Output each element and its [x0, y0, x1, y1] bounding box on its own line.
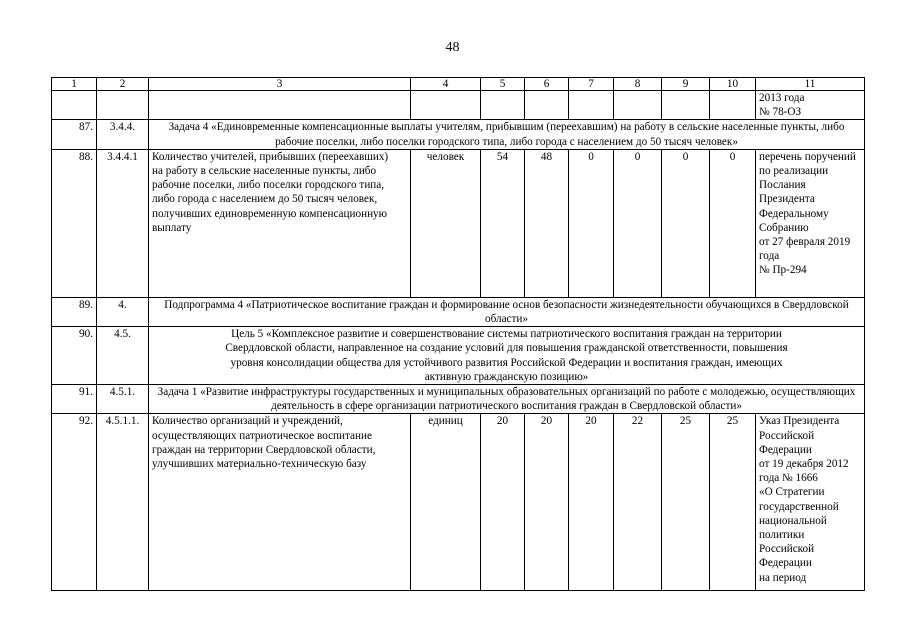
header-cell: 6 — [525, 78, 569, 91]
value-cell: 20 — [569, 414, 614, 591]
row-code: 3.4.4. — [97, 120, 149, 149]
header-cell: 11 — [756, 78, 865, 91]
row-code: 4.5.1.1. — [97, 414, 149, 591]
header-cell: 10 — [710, 78, 756, 91]
header-cell: 8 — [614, 78, 662, 91]
value-cell: 0 — [569, 149, 614, 297]
value-cell: 48 — [525, 149, 569, 297]
value-cell: 0 — [710, 149, 756, 297]
table-row — [52, 91, 865, 120]
value-cell: 25 — [662, 414, 710, 591]
row-code: 4.5. — [97, 327, 149, 385]
indicator-name: Количество учителей, прибывших (переехавших) на работу в сельские населенные пункты, либо рабочие поселки, либо поселки городского типа, либо города с населением до 50 тысяч человек, получивших единовременную компенсационную выплату — [149, 149, 411, 297]
value-cell: 20 — [481, 414, 525, 591]
subprogram-heading: Подпрограмма 4 «Патриотическое воспитание граждан и формирование основ безопасности жизнедеятельности обучающихся в Свердловской области» — [149, 297, 865, 326]
table-row — [52, 414, 865, 591]
indicators-table — [51, 77, 865, 591]
source-cell: 2013 года № 78-ОЗ — [756, 91, 865, 120]
value-cell: 0 — [614, 149, 662, 297]
row-number: 91. — [52, 385, 97, 414]
value-cell: 20 — [525, 414, 569, 591]
header-cell: 9 — [662, 78, 710, 91]
row-number: 92. — [52, 414, 97, 591]
indicator-name: Количество организаций и учреждений, осуществляющих патриотическое воспитание граждан на территории Свердловской области, улучшивших материально-техническую базу — [149, 414, 411, 591]
table-row — [52, 149, 865, 297]
value-cell: 22 — [614, 414, 662, 591]
row-number: 87. — [52, 120, 97, 149]
table-row — [52, 120, 865, 149]
source-cell: Указ Президента Российской Федерации от 19 декабря 2012 года № 1666 «О Стратегии государственной национальной политики Российской Федерации на период — [756, 414, 865, 591]
value-cell: 25 — [710, 414, 756, 591]
source-cell: перечень поручений по реализации Послания Президента Федеральному Собранию от 27 февраля 2019 года № Пр-294 — [756, 149, 865, 297]
unit-cell: единиц — [411, 414, 481, 591]
row-code: 4. — [97, 297, 149, 326]
task-heading: Задача 4 «Единовременные компенсационные выплаты учителям, прибывшим (переехавшим) на работу в сельские населенные пункты, либо рабочие поселки, либо поселки городского типа, либо города с населением до 50 тысяч человек» — [149, 120, 865, 149]
value-cell: 54 — [481, 149, 525, 297]
header-cell: 1 — [52, 78, 97, 91]
header-cell: 4 — [411, 78, 481, 91]
task-heading: Задача 1 «Развитие инфраструктуры государственных и муниципальных образовательных организаций по работе с молодежью, осуществляющих деятельность в сфере организации патриотического воспитания граждан в Свердловской области» — [149, 385, 865, 414]
goal-heading: Цель 5 «Комплексное развитие и совершенствование системы патриотического воспитания граждан на территории Свердловской области, направленное на создание условий для повышения гражданской ответственности, повышения уровня консолидации общества для устойчивого развития Российской Федерации и воспитания граждан, имеющих активную гражданскую позицию» — [149, 327, 865, 385]
header-cell: 3 — [149, 78, 411, 91]
header-cell: 5 — [481, 78, 525, 91]
page-number: 48 — [445, 40, 460, 55]
row-number: 88. — [52, 149, 97, 297]
table-row — [52, 297, 865, 326]
header-row — [52, 78, 865, 91]
table-row — [52, 385, 865, 414]
row-code: 4.5.1. — [97, 385, 149, 414]
row-code: 3.4.4.1 — [97, 149, 149, 297]
unit-cell: человек — [411, 149, 481, 297]
row-number: 90. — [52, 327, 97, 385]
table-row — [52, 327, 865, 385]
row-number: 89. — [52, 297, 97, 326]
value-cell: 0 — [662, 149, 710, 297]
header-cell: 2 — [97, 78, 149, 91]
header-cell: 7 — [569, 78, 614, 91]
